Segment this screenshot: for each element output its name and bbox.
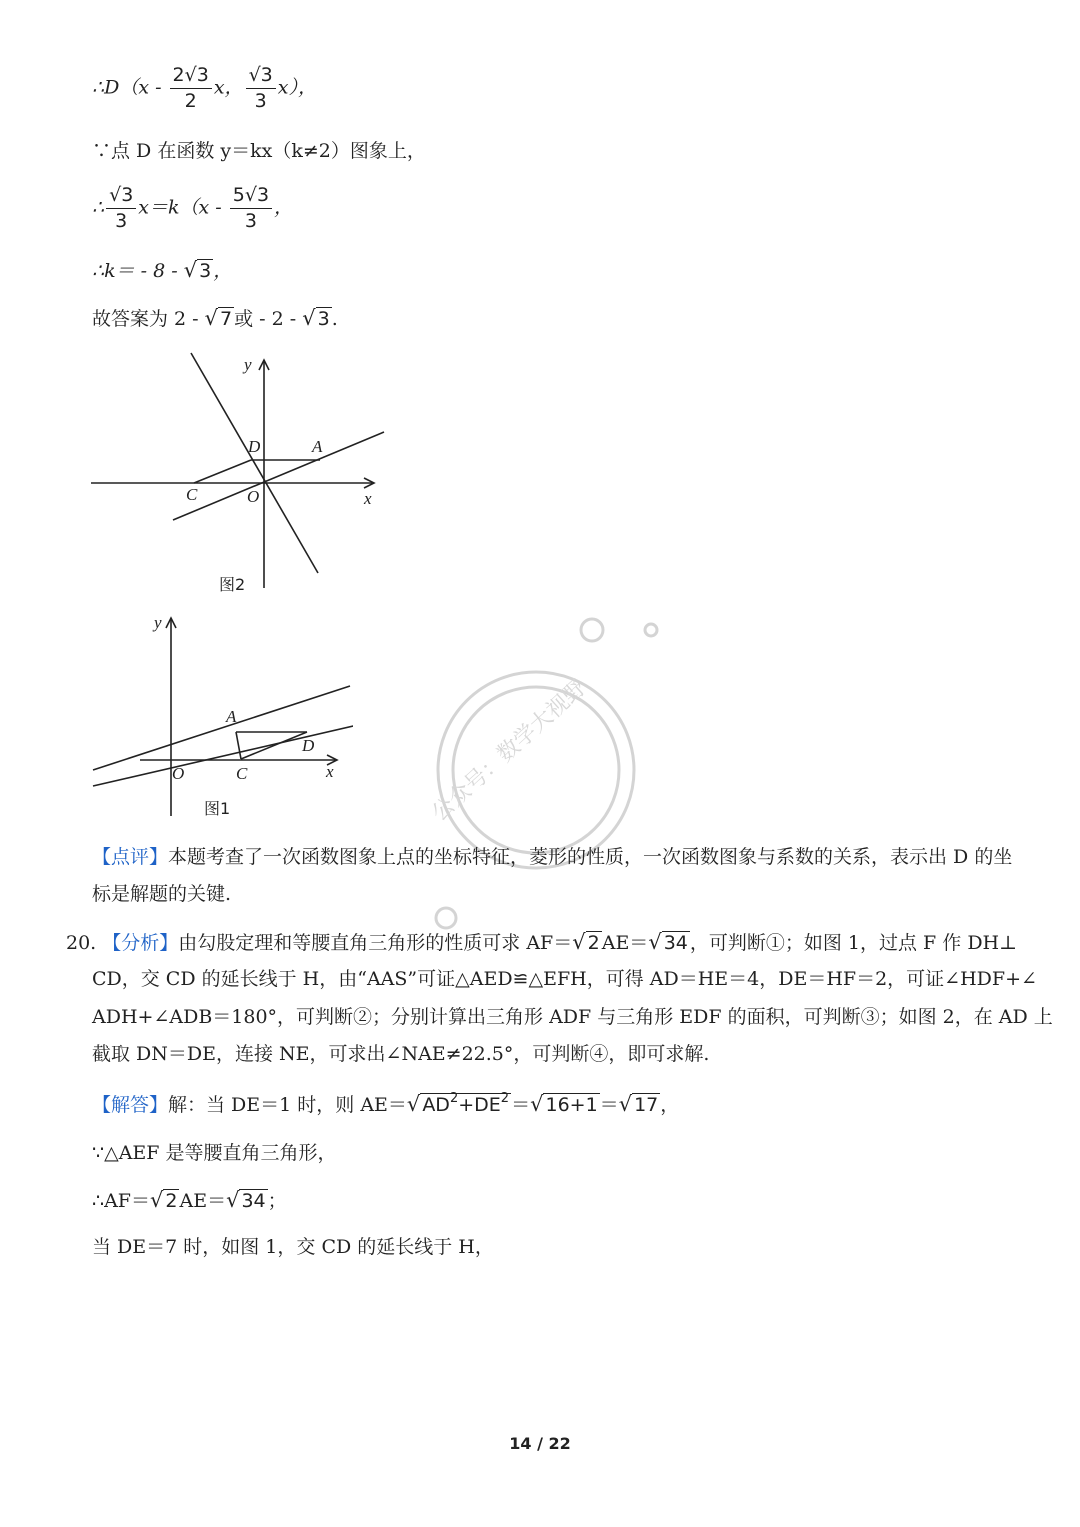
shallow-line <box>93 724 353 786</box>
label-o: O <box>172 764 185 783</box>
fraction <box>246 66 276 111</box>
text: ∴AF＝ <box>92 1190 150 1212</box>
text: ∴ <box>92 196 105 219</box>
page-number: 14 / 22 <box>509 1434 571 1453</box>
sqrt <box>226 1190 268 1211</box>
radical-sign: √ <box>150 1188 164 1212</box>
text: ∴k＝ - 8 - <box>92 260 184 282</box>
segment-c-d <box>241 732 307 759</box>
steep-line <box>191 353 318 573</box>
line-answer <box>92 308 338 329</box>
denominator: 3 <box>244 210 257 232</box>
comment-line-2: 标是解题的关键. <box>92 883 232 905</box>
label-d: D <box>302 736 315 755</box>
solution-line-3 <box>92 1190 287 1211</box>
line-equation <box>92 186 293 231</box>
sqrt <box>648 932 690 953</box>
radical-sign: √ <box>530 1092 544 1116</box>
radicand: 3 <box>199 260 212 282</box>
exponent: 2 <box>449 1091 459 1106</box>
sqrt <box>619 1094 661 1115</box>
denominator: 3 <box>254 90 267 112</box>
question-number: 20. <box>66 932 97 954</box>
line-d-coordinates <box>92 66 317 111</box>
label-y: y <box>244 355 252 374</box>
solution-line-1 <box>92 1092 679 1115</box>
text: . <box>331 308 338 330</box>
sqrt <box>184 260 213 281</box>
watermark-text: 公众号：数学大视野 <box>427 675 592 827</box>
radicand: 17 <box>634 1094 659 1116</box>
line-k-value <box>92 260 232 281</box>
radical-sign: √ <box>572 930 586 954</box>
denominator: 2 <box>184 90 197 112</box>
radicand <box>420 1093 511 1116</box>
label-x: x <box>326 762 334 781</box>
q20-analysis-line-1 <box>66 932 1017 953</box>
radical-sign: √ <box>226 1188 240 1212</box>
text: x）， <box>277 76 317 99</box>
q20-analysis-line-3: ADH+∠ADB＝180°，可判断②；分别计算出三角形 ADF 与三角形 EDF 的面积，可判断③；如图 2，在 AD 上 <box>92 1006 1053 1028</box>
q20-analysis-line-2: CD，交 CD 的延长线于 H，由“AAS”可证△AED≌△EFH，可得 AD＝HE＝4，DE＝HF＝2，可证∠HDF+∠ <box>92 968 1037 990</box>
sqrt <box>407 1092 511 1115</box>
solution-tag: 【解答】 <box>92 1094 169 1116</box>
radical-sign: √ <box>618 1092 633 1116</box>
fraction <box>230 186 272 231</box>
radical-sign: √ <box>406 1092 421 1116</box>
text: ， <box>660 1094 680 1116</box>
sqrt <box>150 1190 179 1211</box>
radicand: 3 <box>317 308 330 330</box>
radicand: 34 <box>663 932 688 954</box>
text: ， <box>213 260 233 282</box>
comment-line-1 <box>92 848 1012 867</box>
text: ，可判断①；如图 1，过点 F 作 DH⊥ <box>689 932 1017 954</box>
term: +DE <box>458 1094 501 1116</box>
text: ∴D（x - <box>92 76 168 99</box>
radical-sign: √ <box>648 930 662 954</box>
fraction <box>106 186 136 231</box>
numerator: 5√3 <box>230 186 272 209</box>
text: x， <box>213 76 244 99</box>
exponent: 2 <box>500 1091 510 1106</box>
solution-line-2: ∵△AEF 是等腰直角三角形， <box>92 1142 337 1164</box>
fraction <box>170 66 212 111</box>
sqrt <box>530 1094 600 1115</box>
radicand: 7 <box>220 308 233 330</box>
text: 由勾股定理和等腰直角三角形的性质可求 AF＝ <box>178 932 573 954</box>
segment-c-d <box>194 460 251 483</box>
label-y: y <box>154 613 162 632</box>
sqrt <box>572 932 601 953</box>
figure-1 <box>88 608 353 820</box>
segment-a-c <box>236 732 241 759</box>
label-c: C <box>236 764 248 783</box>
label-c: C <box>186 485 198 504</box>
text: 故答案为 2 - <box>92 308 205 330</box>
text: ＝ <box>599 1094 619 1116</box>
text: ＝ <box>511 1094 531 1116</box>
radical-sign: √ <box>183 258 198 282</box>
text: ， <box>274 196 294 219</box>
steep-line <box>93 686 350 770</box>
figure-2-caption: 图2 <box>219 575 246 594</box>
label-a: A <box>312 437 323 456</box>
radicand: 2 <box>165 1190 178 1212</box>
radicand: 2 <box>587 932 600 954</box>
radical-sign: √ <box>204 306 219 330</box>
sqrt <box>205 308 234 329</box>
text: x＝k（x - <box>138 196 228 219</box>
figure-1-caption: 图1 <box>204 799 231 818</box>
radicand: 16+1 <box>545 1094 598 1116</box>
numerator: 2√3 <box>170 66 212 89</box>
watermark <box>410 600 670 930</box>
sqrt <box>302 308 331 329</box>
line-through-a <box>173 432 384 520</box>
comment-tag: 【点评】 <box>92 846 169 868</box>
label-x: x <box>364 489 372 508</box>
q20-analysis-line-4: 截取 DN＝DE，连接 NE，可求出∠NAE≠22.5°，可判断④，即可求解. <box>92 1043 710 1065</box>
label-d: D <box>248 437 261 456</box>
label-a: A <box>226 707 237 726</box>
figure-2 <box>88 348 393 598</box>
denominator: 3 <box>115 210 128 232</box>
text: 或 - 2 - <box>234 308 303 330</box>
radicand: 34 <box>241 1190 266 1212</box>
analysis-tag: 【分析】 <box>102 932 179 954</box>
solution-line-4: 当 DE＝7 时，如图 1，交 CD 的延长线于 H， <box>92 1236 494 1258</box>
text: 本题考查了一次函数图象上点的坐标特征，菱形的性质，一次函数图象与系数的关系，表示出 D 的坐 <box>168 846 1013 868</box>
label-o: O <box>247 487 260 506</box>
radical-sign: √ <box>302 306 316 330</box>
line-point-on-function: ∵点 D 在函数 y＝kx（k≠2）图象上， <box>92 140 426 162</box>
text: ； <box>267 1190 287 1212</box>
text: AE＝ <box>601 932 649 954</box>
numerator: √3 <box>246 66 276 89</box>
text: AE＝ <box>179 1190 227 1212</box>
numerator: √3 <box>106 186 136 209</box>
text: 解：当 DE＝1 时，则 AE＝ <box>168 1094 407 1116</box>
term: AD <box>422 1094 450 1116</box>
